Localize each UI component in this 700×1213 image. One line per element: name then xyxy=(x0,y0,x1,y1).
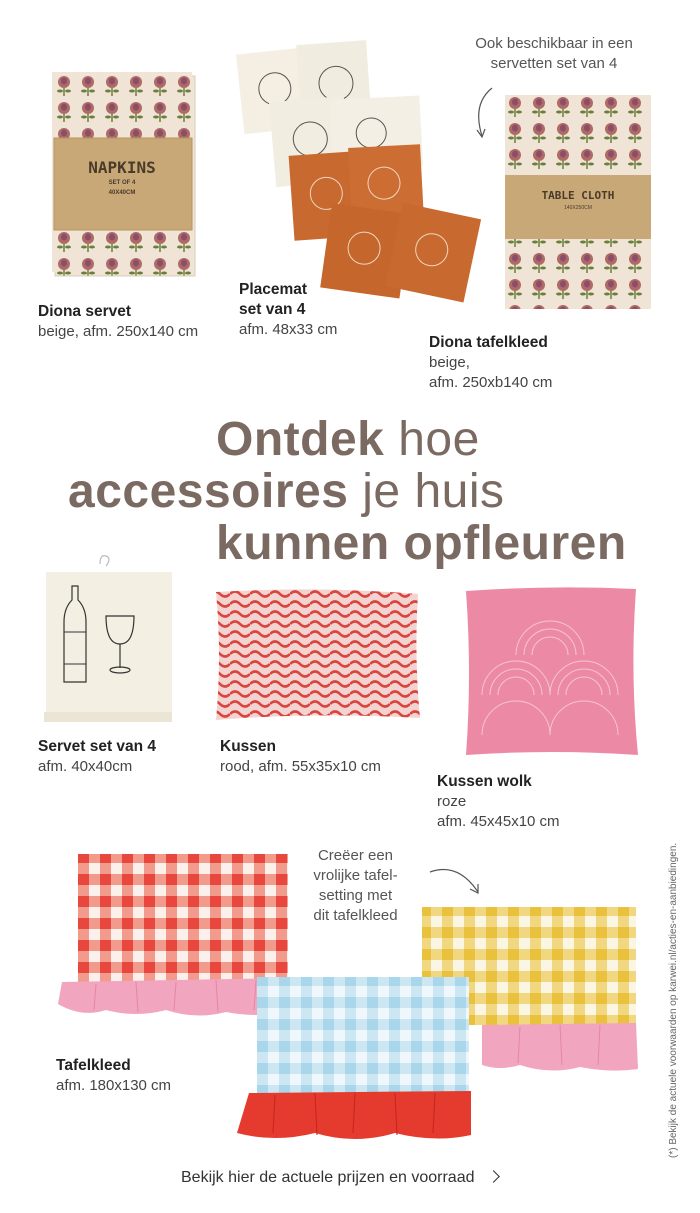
product-desc: afm. 48x33 cm xyxy=(239,321,338,338)
placemat-product-image[interactable] xyxy=(232,38,482,308)
product-caption[interactable] xyxy=(56,1056,226,1096)
headline-bold: accessoires xyxy=(68,465,349,518)
red-cushion-product-image[interactable] xyxy=(210,588,422,724)
headline-light: je huis xyxy=(362,465,505,518)
blue-tablecloth-image[interactable] xyxy=(235,975,475,1147)
disclaimer: (*) Bekijk de actuele voorwaarden op karwei.nl/acties-en-aanbiedingen. xyxy=(668,842,679,1158)
pink-cushion-product-image[interactable] xyxy=(462,585,640,760)
tablecloth-pack-label: TABLE CLOTH xyxy=(541,189,615,202)
tablecloth-note-line: dit tafelkleed xyxy=(313,907,398,924)
product-desc: beige, xyxy=(429,354,470,371)
product-name: Kussen wolk xyxy=(437,773,532,790)
product-name: Diona tafelkleed xyxy=(429,334,548,351)
napkins-pack-size: 40X40CM xyxy=(108,190,136,196)
tablecloth-note-line: setting met xyxy=(318,887,393,904)
product-name: Diona servet xyxy=(38,303,132,320)
tablecloth-note xyxy=(298,846,413,926)
product-caption[interactable] xyxy=(38,302,238,342)
headline-light: hoe xyxy=(398,413,480,466)
product-desc: roze xyxy=(437,793,467,810)
product-desc: afm. 45x45x10 cm xyxy=(437,813,560,830)
product-desc: beige, afm. 250x140 cm xyxy=(38,323,199,340)
product-desc: afm. 40x40cm xyxy=(38,758,133,775)
curved-arrow-icon xyxy=(470,84,500,144)
product-desc: rood, afm. 55x35x10 cm xyxy=(220,758,381,775)
product-name: Kussen xyxy=(220,738,276,755)
product-name: Tafelkleed xyxy=(56,1057,131,1074)
product-name: Placemat xyxy=(239,281,308,298)
napkins-pack-label: NAPKINS xyxy=(88,158,156,177)
chevron-right-icon xyxy=(487,1170,500,1183)
curved-arrow-icon xyxy=(428,862,488,898)
product-caption[interactable] xyxy=(437,772,637,832)
cta-label: Bekijk hier de actuele prijzen en voorraad xyxy=(181,1169,475,1186)
prices-stock-link[interactable] xyxy=(181,1169,498,1187)
napkin-set-note xyxy=(454,34,654,74)
product-name: Servet set van 4 xyxy=(38,738,157,755)
product-caption[interactable] xyxy=(239,280,409,340)
napkin-set-note-line: Ook beschikbaar in een xyxy=(475,35,633,52)
product-caption[interactable] xyxy=(220,737,420,777)
product-name: set van 4 xyxy=(239,301,306,318)
headline xyxy=(0,414,700,570)
tablecloth-product-image[interactable] xyxy=(503,93,653,311)
napkins-product-image[interactable] xyxy=(52,72,197,277)
product-desc: afm. 250xb140 cm xyxy=(429,374,553,391)
tablecloth-note-line: Creëer een xyxy=(317,847,394,864)
napkins-pack-sub: SET OF 4 xyxy=(108,180,136,186)
headline-bold: Ontdek xyxy=(216,413,385,466)
tablecloth-pack-size: 140X250CM xyxy=(564,205,592,211)
product-caption[interactable] xyxy=(429,333,629,393)
product-caption[interactable] xyxy=(38,737,208,777)
product-desc: afm. 180x130 cm xyxy=(56,1077,172,1094)
servet-product-image[interactable] xyxy=(42,552,174,724)
napkin-set-note-line: servetten set van 4 xyxy=(490,55,618,72)
headline-bold: kunnen opfleuren xyxy=(216,517,627,570)
tablecloth-note-line: vrolijke tafel- xyxy=(313,867,398,884)
